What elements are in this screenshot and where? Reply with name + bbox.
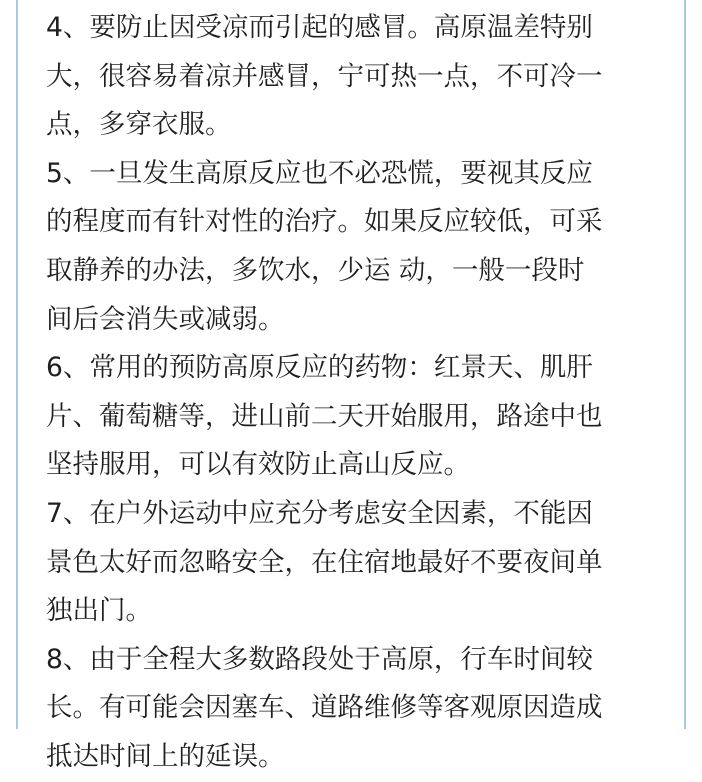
paragraph-item-5	[46, 150, 670, 344]
paragraph-item-7	[46, 490, 670, 636]
left-border	[16, 0, 18, 729]
text-line: 的程度而有针对性的治疗。如果反应较低，可采	[46, 206, 603, 238]
text-line: 7、在户外运动中应充分考虑安全因素，不能因	[46, 497, 593, 529]
text-line: 片、葡萄糖等，进山前二天开始服用，路途中也	[46, 400, 603, 432]
text-line: 5、一旦发生高原反应也不必恐慌，要视其反应	[46, 157, 593, 189]
text-line: 景色太好而忽略安全，在住宿地最好不要夜间单	[46, 546, 603, 578]
text-line: 坚持服用，可以有效防止高山反应。	[46, 449, 470, 481]
paragraph-item-6	[46, 344, 670, 490]
paragraph-item-4	[46, 4, 670, 150]
text-line: 8、由于全程大多数路段处于高原，行车时间较	[46, 643, 593, 675]
text-line: 4、要防止因受凉而引起的感冒。高原温差特别	[46, 12, 593, 43]
text-line: 大，很容易着凉并感冒，宁可热一点，不可冷一	[46, 60, 603, 92]
right-border	[684, 0, 686, 729]
text-line: 间后会消失或减弱。	[46, 303, 285, 335]
text-line: 长。有可能会因塞车、道路维修等客观原因造成	[46, 692, 603, 724]
paragraph-item-8	[46, 636, 670, 782]
text-line: 取静养的办法，多饮水，少运 动，一般一段时	[46, 254, 585, 286]
text-line: 6、常用的预防高原反应的药物：红景天、肌肝	[46, 352, 593, 384]
text-line: 抵达时间上的延误。	[46, 740, 285, 772]
text-line: 点，多穿衣服。	[46, 109, 232, 141]
text-line: 独出门。	[46, 595, 152, 627]
article-content	[46, 4, 670, 782]
